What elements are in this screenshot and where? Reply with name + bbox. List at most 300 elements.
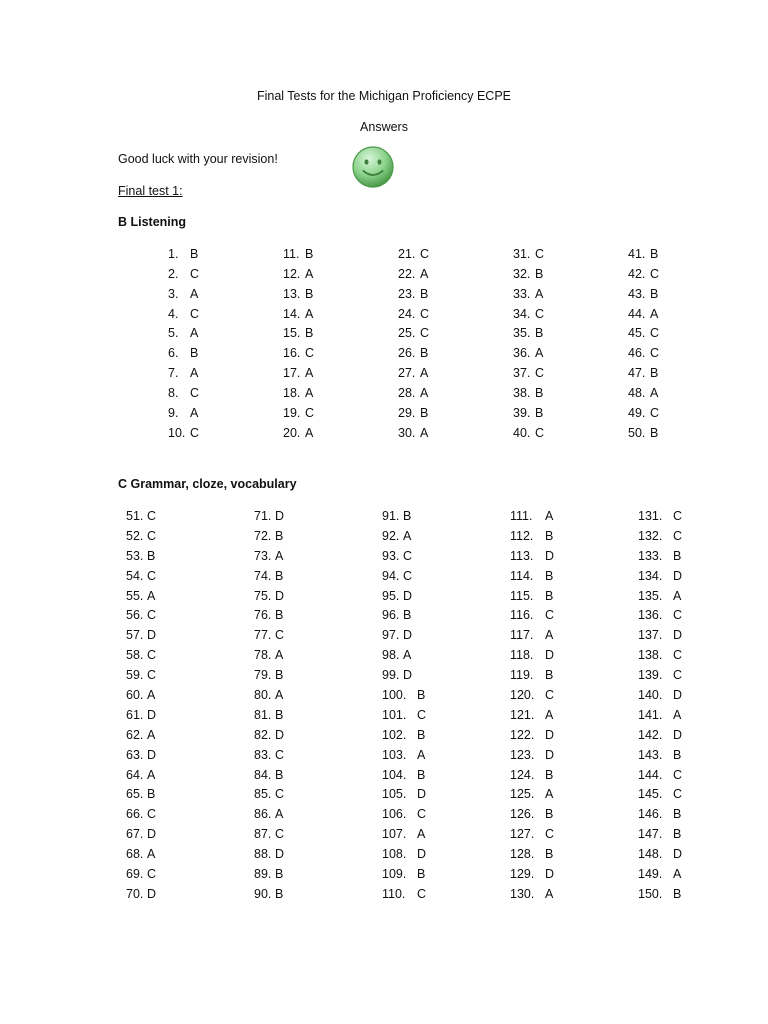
- answer-letter: C: [147, 807, 157, 822]
- question-number: 78.: [254, 648, 272, 663]
- question-number: 8.: [168, 385, 179, 400]
- answer-letter: A: [535, 346, 544, 361]
- question-number: 43.: [628, 286, 646, 301]
- question-number: 21.: [398, 247, 416, 261]
- question-number: 41.: [628, 247, 646, 261]
- question-number: 136.: [638, 608, 663, 623]
- answer-letter: C: [403, 568, 413, 583]
- answer-letter: A: [420, 425, 429, 440]
- question-number: 135.: [638, 588, 663, 603]
- question-number: 88.: [254, 847, 272, 862]
- question-number: 83.: [254, 747, 272, 762]
- question-number: 4.: [168, 306, 179, 321]
- answer-letter: B: [275, 568, 284, 583]
- question-number: 50.: [628, 425, 646, 440]
- question-number: 102.: [382, 727, 407, 742]
- question-number: 96.: [382, 608, 400, 623]
- answer-letter: B: [545, 588, 554, 603]
- answer-letter: B: [147, 787, 156, 802]
- question-number: 74.: [254, 568, 272, 583]
- answer-letter: B: [417, 767, 426, 782]
- question-number: 10.: [168, 425, 186, 440]
- question-number: 52.: [126, 528, 144, 543]
- question-number: 35.: [513, 326, 531, 341]
- question-number: 36.: [513, 346, 531, 361]
- question-number: 28.: [398, 385, 416, 400]
- question-number: 25.: [398, 326, 416, 341]
- question-number: 55.: [126, 588, 144, 603]
- answer-letter: B: [420, 286, 429, 301]
- answer-letter: B: [673, 747, 682, 762]
- answer-letter: C: [535, 247, 545, 261]
- question-number: 90.: [254, 886, 272, 901]
- question-number: 141.: [638, 707, 663, 722]
- answer-letter: A: [673, 867, 682, 882]
- answer-letter: C: [147, 528, 157, 543]
- question-number: 95.: [382, 588, 400, 603]
- answer-letter: B: [190, 346, 199, 361]
- question-number: 100.: [382, 688, 407, 703]
- page-subtitle: Answers: [360, 120, 408, 134]
- answer-letter: A: [417, 827, 426, 842]
- answer-letter: D: [275, 727, 285, 742]
- answer-letter: B: [403, 509, 412, 523]
- answer-letter: D: [417, 847, 427, 862]
- answer-letter: C: [673, 668, 683, 683]
- question-number: 119.: [510, 668, 534, 683]
- answer-letter: C: [650, 346, 660, 361]
- question-number: 40.: [513, 425, 531, 440]
- answer-letter: B: [535, 385, 544, 400]
- question-number: 65.: [126, 787, 144, 802]
- answer-letter: B: [275, 886, 284, 901]
- question-number: 99.: [382, 668, 400, 683]
- answer-letter: B: [545, 528, 554, 543]
- question-number: 85.: [254, 787, 272, 802]
- question-number: 29.: [398, 405, 416, 420]
- answer-letter: A: [275, 548, 284, 563]
- answer-letter: D: [403, 668, 413, 683]
- question-number: 46.: [628, 346, 646, 361]
- answer-letter: D: [673, 688, 683, 703]
- answer-letter: C: [417, 707, 427, 722]
- answer-letter: B: [417, 867, 426, 882]
- question-number: 1.: [168, 247, 179, 261]
- question-number: 58.: [126, 648, 144, 663]
- question-number: 17.: [283, 366, 301, 381]
- answer-letter: D: [545, 867, 555, 882]
- answer-letter: B: [650, 425, 659, 440]
- answer-letter: B: [275, 707, 284, 722]
- question-number: 109.: [382, 867, 407, 882]
- answer-letter: C: [417, 807, 427, 822]
- answer-letter: B: [545, 568, 554, 583]
- answer-letter: B: [275, 528, 284, 543]
- answer-letter: A: [417, 747, 426, 762]
- greeting-text: Good luck with your revision!: [118, 152, 278, 166]
- question-number: 77.: [254, 628, 272, 643]
- answer-letter: C: [650, 326, 660, 341]
- question-number: 134.: [638, 568, 663, 583]
- question-number: 72.: [254, 528, 272, 543]
- question-number: 138.: [638, 648, 663, 663]
- answer-letter: A: [147, 767, 156, 782]
- question-number: 54.: [126, 568, 144, 583]
- question-number: 117.: [510, 628, 534, 643]
- question-number: 79.: [254, 668, 272, 683]
- answer-letter: A: [190, 405, 199, 420]
- question-number: 125.: [510, 787, 535, 802]
- answer-letter: A: [147, 688, 156, 703]
- answer-letter: C: [147, 568, 157, 583]
- question-number: 144.: [638, 767, 663, 782]
- answer-letter: B: [275, 668, 284, 683]
- question-number: 120.: [510, 688, 535, 703]
- question-number: 104.: [382, 767, 407, 782]
- question-number: 129.: [510, 867, 535, 882]
- question-number: 39.: [513, 405, 531, 420]
- answer-letter: C: [673, 509, 683, 523]
- answer-letter: C: [673, 787, 683, 802]
- question-number: 9.: [168, 405, 179, 420]
- answer-letter: A: [545, 707, 554, 722]
- question-number: 15.: [283, 326, 301, 341]
- question-number: 22.: [398, 266, 416, 281]
- answer-letter: C: [403, 548, 413, 563]
- question-number: 132.: [638, 528, 663, 543]
- answer-letter: C: [147, 668, 157, 683]
- answer-letter: C: [305, 405, 315, 420]
- answer-letter: A: [190, 326, 199, 341]
- question-number: 68.: [126, 847, 144, 862]
- answer-letter: A: [275, 648, 284, 663]
- question-number: 19.: [283, 405, 301, 420]
- answer-letter: A: [147, 588, 156, 603]
- answer-letter: B: [190, 247, 199, 261]
- question-number: 45.: [628, 326, 646, 341]
- answer-letter: C: [535, 306, 545, 321]
- answer-letter: B: [545, 807, 554, 822]
- answer-letter: C: [190, 306, 200, 321]
- question-number: 145.: [638, 787, 663, 802]
- answer-letter: C: [535, 366, 545, 381]
- question-number: 64.: [126, 767, 144, 782]
- question-number: 73.: [254, 548, 272, 563]
- question-number: 139.: [638, 668, 663, 683]
- answer-letter: D: [545, 747, 555, 762]
- answer-letter: C: [420, 306, 430, 321]
- question-number: 127.: [510, 827, 535, 842]
- question-number: 20.: [283, 425, 301, 440]
- question-number: 81.: [254, 707, 272, 722]
- question-number: 148.: [638, 847, 663, 862]
- answer-letter: A: [650, 385, 659, 400]
- question-number: 42.: [628, 266, 646, 281]
- question-number: 137.: [638, 628, 663, 643]
- answer-letter: B: [305, 286, 314, 301]
- answer-letter: B: [673, 807, 682, 822]
- question-number: 70.: [126, 886, 144, 901]
- answer-letter: B: [417, 727, 426, 742]
- question-number: 149.: [638, 867, 663, 882]
- answer-letter: C: [420, 326, 430, 341]
- answer-letter: C: [305, 346, 315, 361]
- question-number: 84.: [254, 767, 272, 782]
- answer-letter: D: [673, 727, 683, 742]
- question-number: 12.: [283, 266, 301, 281]
- question-number: 37.: [513, 366, 531, 381]
- answer-letter: A: [190, 286, 199, 301]
- answer-letter: C: [673, 648, 683, 663]
- answer-letter: C: [147, 648, 157, 663]
- question-number: 130.: [510, 886, 535, 901]
- question-number: 76.: [254, 608, 272, 623]
- question-number: 116.: [510, 608, 534, 623]
- answer-letter: B: [650, 366, 659, 381]
- answer-letter: B: [545, 668, 554, 683]
- answer-letter: B: [535, 405, 544, 420]
- answer-letter: B: [545, 767, 554, 782]
- answer-letter: A: [305, 425, 314, 440]
- answer-letter: C: [650, 266, 660, 281]
- question-number: 87.: [254, 827, 272, 842]
- question-number: 101.: [382, 707, 407, 722]
- answer-letter: B: [305, 326, 314, 341]
- answer-letter: A: [545, 628, 554, 643]
- answer-letter: C: [275, 747, 285, 762]
- answer-letter: D: [673, 628, 683, 643]
- question-number: 112.: [510, 528, 534, 543]
- answer-letter: C: [545, 688, 555, 703]
- answer-letter: D: [275, 588, 285, 603]
- answer-letter: A: [403, 528, 412, 543]
- question-number: 31.: [513, 247, 531, 261]
- answer-letter: B: [275, 608, 284, 623]
- question-number: 114.: [510, 568, 534, 583]
- question-number: 69.: [126, 867, 144, 882]
- question-number: 24.: [398, 306, 416, 321]
- question-number: 89.: [254, 867, 272, 882]
- answer-letter: A: [545, 787, 554, 802]
- question-number: 3.: [168, 286, 179, 301]
- answer-letter: C: [420, 247, 430, 261]
- answer-letter: A: [545, 509, 554, 523]
- answer-letter: A: [420, 385, 429, 400]
- question-number: 80.: [254, 688, 272, 703]
- question-number: 140.: [638, 688, 663, 703]
- answer-letter: C: [275, 827, 285, 842]
- answer-letter: B: [650, 286, 659, 301]
- answer-letter: B: [535, 266, 544, 281]
- question-number: 128.: [510, 847, 535, 862]
- answer-letter: D: [147, 707, 157, 722]
- question-number: 143.: [638, 747, 663, 762]
- question-number: 133.: [638, 548, 663, 563]
- question-number: 51.: [126, 509, 144, 523]
- question-number: 113.: [510, 548, 534, 563]
- answer-letter: B: [403, 608, 412, 623]
- question-number: 38.: [513, 385, 531, 400]
- question-number: 108.: [382, 847, 407, 862]
- question-number: 13.: [283, 286, 301, 301]
- question-number: 49.: [628, 405, 646, 420]
- answer-letter: B: [420, 346, 429, 361]
- answer-letter: D: [275, 847, 285, 862]
- question-number: 27.: [398, 366, 416, 381]
- question-number: 92.: [382, 528, 400, 543]
- answer-letter: D: [147, 827, 157, 842]
- answer-letter: B: [650, 247, 659, 261]
- question-number: 118.: [510, 648, 534, 663]
- question-number: 60.: [126, 688, 144, 703]
- question-number: 2.: [168, 266, 179, 281]
- question-number: 91.: [382, 509, 400, 523]
- final-test-label: Final test 1:: [118, 184, 183, 198]
- answer-letter: A: [420, 366, 429, 381]
- question-number: 48.: [628, 385, 646, 400]
- answer-letter: C: [147, 509, 157, 523]
- question-number: 47.: [628, 366, 646, 381]
- answer-letter: B: [417, 688, 426, 703]
- answer-letter: B: [275, 867, 284, 882]
- answer-letter: A: [147, 727, 156, 742]
- answer-letter: D: [545, 727, 555, 742]
- page-title: Final Tests for the Michigan Proficiency ECPE: [256, 89, 512, 103]
- question-number: 57.: [126, 628, 144, 643]
- answer-letter: C: [147, 608, 157, 623]
- question-number: 105.: [382, 787, 407, 802]
- question-number: 98.: [382, 648, 400, 663]
- question-number: 122.: [510, 727, 535, 742]
- question-number: 121.: [510, 707, 535, 722]
- question-number: 142.: [638, 727, 663, 742]
- answer-letter: A: [545, 886, 554, 901]
- question-number: 131.: [638, 509, 663, 523]
- question-number: 18.: [283, 385, 301, 400]
- answer-letter: B: [545, 847, 554, 862]
- answer-letter: C: [275, 628, 285, 643]
- question-number: 93.: [382, 548, 400, 563]
- question-number: 115.: [510, 588, 534, 603]
- answer-letter: A: [305, 366, 314, 381]
- question-number: 32.: [513, 266, 531, 281]
- answer-letter: A: [535, 286, 544, 301]
- question-number: 66.: [126, 807, 144, 822]
- answer-letter: D: [545, 548, 555, 563]
- question-number: 53.: [126, 548, 144, 563]
- answer-letter: A: [420, 266, 429, 281]
- answer-letter: C: [673, 608, 683, 623]
- question-number: 6.: [168, 346, 179, 361]
- answer-letter: D: [147, 628, 157, 643]
- answer-letter: A: [275, 807, 284, 822]
- answer-letter: A: [305, 306, 314, 321]
- answer-letter: A: [650, 306, 659, 321]
- answer-letter: A: [673, 707, 682, 722]
- smiley-face-icon: [351, 145, 395, 189]
- answer-letter: B: [420, 405, 429, 420]
- question-number: 97.: [382, 628, 400, 643]
- answer-letter: D: [147, 747, 157, 762]
- question-number: 5.: [168, 326, 179, 341]
- answer-letter: B: [275, 767, 284, 782]
- answer-letter: D: [403, 628, 413, 643]
- answer-letter: A: [403, 648, 412, 663]
- answer-letter: B: [535, 326, 544, 341]
- question-number: 103.: [382, 747, 407, 762]
- answer-letter: B: [673, 827, 682, 842]
- answer-letter: D: [403, 588, 413, 603]
- answer-letter: C: [545, 608, 555, 623]
- question-number: 14.: [283, 306, 301, 321]
- question-number: 61.: [126, 707, 144, 722]
- answer-letter: C: [535, 425, 545, 440]
- question-number: 63.: [126, 747, 144, 762]
- answer-letter: A: [305, 266, 314, 281]
- question-number: 124.: [510, 767, 535, 782]
- question-number: 56.: [126, 608, 144, 623]
- question-number: 59.: [126, 668, 144, 683]
- question-number: 75.: [254, 588, 272, 603]
- question-number: 26.: [398, 346, 416, 361]
- question-number: 23.: [398, 286, 416, 301]
- answer-letter: A: [673, 588, 682, 603]
- answer-letter: C: [673, 767, 683, 782]
- answer-letter: C: [673, 528, 683, 543]
- question-number: 126.: [510, 807, 535, 822]
- grammar-heading: C Grammar, cloze, vocabulary: [118, 477, 297, 491]
- question-number: 11.: [283, 247, 300, 261]
- question-number: 107.: [382, 827, 407, 842]
- question-number: 111.: [510, 509, 533, 523]
- answer-letter: D: [417, 787, 427, 802]
- answer-letter: B: [147, 548, 156, 563]
- question-number: 67.: [126, 827, 144, 842]
- question-number: 16.: [283, 346, 301, 361]
- question-number: 44.: [628, 306, 646, 321]
- question-number: 147.: [638, 827, 663, 842]
- answer-letter: D: [275, 509, 285, 523]
- question-number: 146.: [638, 807, 663, 822]
- answer-letter: C: [190, 385, 200, 400]
- answer-letter: C: [190, 266, 200, 281]
- question-number: 34.: [513, 306, 531, 321]
- answer-letter: A: [147, 847, 156, 862]
- listening-heading: B Listening: [118, 215, 187, 229]
- question-number: 30.: [398, 425, 416, 440]
- answer-letter: B: [305, 247, 314, 261]
- question-number: 62.: [126, 727, 144, 742]
- answer-letter: C: [275, 787, 285, 802]
- question-number: 86.: [254, 807, 272, 822]
- answer-letter: C: [650, 405, 660, 420]
- answer-letter: C: [190, 425, 200, 440]
- answer-letter: B: [673, 548, 682, 563]
- answer-letter: C: [545, 827, 555, 842]
- answer-letter: A: [190, 366, 199, 381]
- answer-letter: A: [275, 688, 284, 703]
- question-number: 71.: [254, 509, 272, 523]
- answer-letter: A: [305, 385, 314, 400]
- question-number: 150.: [638, 886, 663, 901]
- answer-letter: C: [147, 867, 157, 882]
- question-number: 82.: [254, 727, 272, 742]
- question-number: 94.: [382, 568, 400, 583]
- answer-letter: D: [673, 568, 683, 583]
- question-number: 110.: [382, 886, 406, 901]
- question-number: 7.: [168, 366, 179, 381]
- answer-letter: C: [417, 886, 427, 901]
